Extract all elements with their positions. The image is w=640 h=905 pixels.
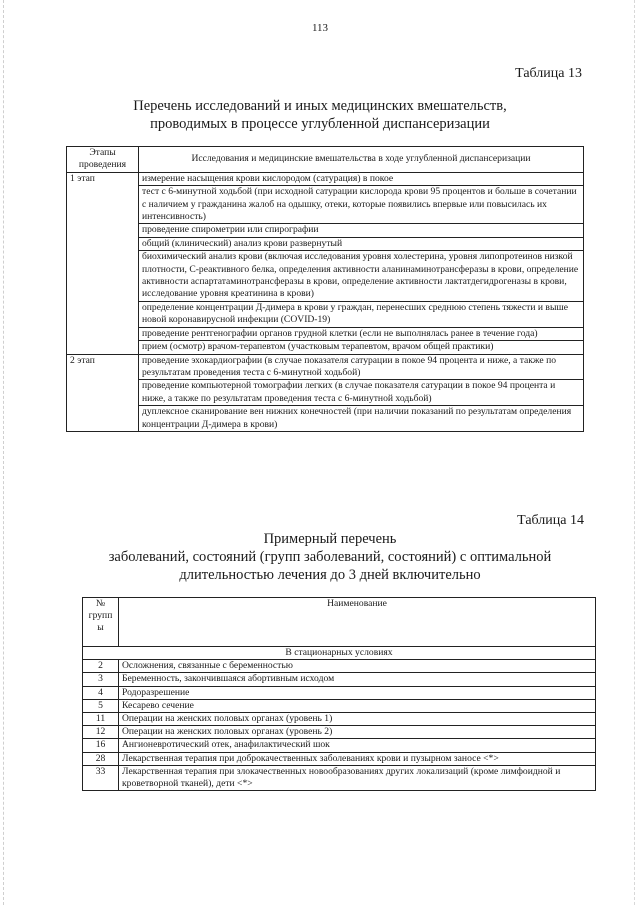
table14-header-num: № групп ы [83, 598, 119, 647]
group-number: 2 [83, 660, 119, 673]
table13-label: Таблица 13 [515, 66, 582, 81]
table13-row [67, 380, 584, 406]
table-row [83, 673, 596, 686]
group-name: Лекарственная терапия при доброкачественных заболеваниях крови и пузырном заносе <*> [119, 752, 596, 765]
group-number: 4 [83, 686, 119, 699]
table13-cell: проведение эхокардиографии (в случае показателя сатурации в покое 94 процента и ниже, а также по результатам проведения теста с 6-минутной ходьбой) [139, 354, 584, 380]
table13-row [67, 224, 584, 237]
group-number: 3 [83, 673, 119, 686]
table13-cell: проведение спирометрии или спирографии [139, 224, 584, 237]
table13-cell: общий (клинический) анализ крови развернутый [139, 237, 584, 250]
group-number: 16 [83, 739, 119, 752]
table13-row [67, 406, 584, 432]
table13-cell: прием (осмотр) врачом-терапевтом (участковым терапевтом, врачом общей практики) [139, 341, 584, 354]
table-row [83, 713, 596, 726]
group-name: Лекарственная терапия при злокачественных новообразованиях других локализаций (кроме лимфоидной и кроветворной тканей), дети <*> [119, 765, 596, 790]
table13-title-line2: проводимых в процессе углубленной диспансеризации [150, 116, 490, 132]
table13-header-procedures: Исследования и медицинские вмешательства в ходе углубленной диспансеризации [139, 147, 584, 173]
group-number: 12 [83, 726, 119, 739]
table14-title-line3: длительностью лечения до 3 дней включительно [179, 567, 481, 583]
group-name: Ангионевротический отек, анафилактический шок [119, 739, 596, 752]
table13-header-row [67, 147, 584, 173]
table13-cell: тест с 6-минутной ходьбой (при исходной сатурации кислорода крови 95 процентов и больше в сочетании с наличием у гражданина жалоб на одышку, отеки, которые появились впервые или повысилась их интенсивность) [139, 186, 584, 224]
group-name: Операции на женских половых органах (уровень 1) [119, 713, 596, 726]
table13-row [67, 327, 584, 340]
table13-row [67, 251, 584, 302]
table13-row [67, 172, 584, 185]
table13 [66, 146, 584, 432]
table-row [83, 699, 596, 712]
table13-row [67, 301, 584, 327]
group-number: 5 [83, 699, 119, 712]
group-name: Беременность, закончившаяся абортивным исходом [119, 673, 596, 686]
group-name: Операции на женских половых органах (уровень 2) [119, 726, 596, 739]
scan-edge-right [634, 0, 636, 905]
scan-edge-left [3, 0, 5, 905]
table-row [83, 739, 596, 752]
table-row [83, 660, 596, 673]
table13-title-line1: Перечень исследований и иных медицинских вмешательств, [133, 98, 507, 114]
table13-row [67, 354, 584, 380]
table14-title-line1: Примерный перечень [263, 531, 397, 547]
page-number: 113 [311, 22, 329, 34]
table-row [83, 765, 596, 790]
table13-stage2: 2 этап [67, 354, 139, 431]
table13-row [67, 341, 584, 354]
table14-title-line2: заболеваний, состояний (групп заболеваний, состояний) с оптимальной [108, 549, 552, 565]
table14-label: Таблица 14 [517, 513, 584, 528]
table13-cell: дуплексное сканирование вен нижних конечностей (при наличии показаний по результатам определения концентрации Д-димера в крови) [139, 406, 584, 432]
group-name: Родоразрешение [119, 686, 596, 699]
table14-section-row [83, 647, 596, 660]
table13-title [60, 97, 580, 133]
group-number: 28 [83, 752, 119, 765]
group-name: Осложнения, связанные с беременностью [119, 660, 596, 673]
group-number: 11 [83, 713, 119, 726]
table13-header-stage: Этапы проведения [67, 147, 139, 173]
table13-cell: определение концентрации Д-димера в крови у граждан, перенесших среднюю степень тяжести и выше новой коронавирусной инфекции (COVID-19) [139, 301, 584, 327]
table13-cell: проведение компьютерной томографии легких (в случае показателя сатурации в покое 94 процента и ниже, а также по результатам проведения теста с 6-минутной ходьбой) [139, 380, 584, 406]
table13-row [67, 237, 584, 250]
table-row [83, 686, 596, 699]
table14-header-name: Наименование [119, 598, 596, 647]
table14 [82, 597, 596, 791]
table13-row [67, 186, 584, 224]
table13-cell: проведение рентгенографии органов грудной клетки (если не выполнялась ранее в течение года) [139, 327, 584, 340]
table14-header-row [83, 598, 596, 647]
table13-stage1: 1 этап [67, 172, 139, 354]
table14-section: В стационарных условиях [83, 647, 596, 660]
table13-cell: биохимический анализ крови (включая исследования уровня холестерина, уровня липопротеинов низкой плотности, С-реактивного белка, определения активности аланинаминотрансферазы в крови, определение активности аспартатаминотрансферазы в крови, определение активности лактатдегидрогеназы в крови, исследование уровня креатинина в крови) [139, 251, 584, 302]
table13-cell: измерение насыщения крови кислородом (сатурация) в покое [139, 172, 584, 185]
table-row [83, 752, 596, 765]
table-row [83, 726, 596, 739]
group-name: Кесарево сечение [119, 699, 596, 712]
table14-title [80, 530, 580, 584]
group-number: 33 [83, 765, 119, 790]
